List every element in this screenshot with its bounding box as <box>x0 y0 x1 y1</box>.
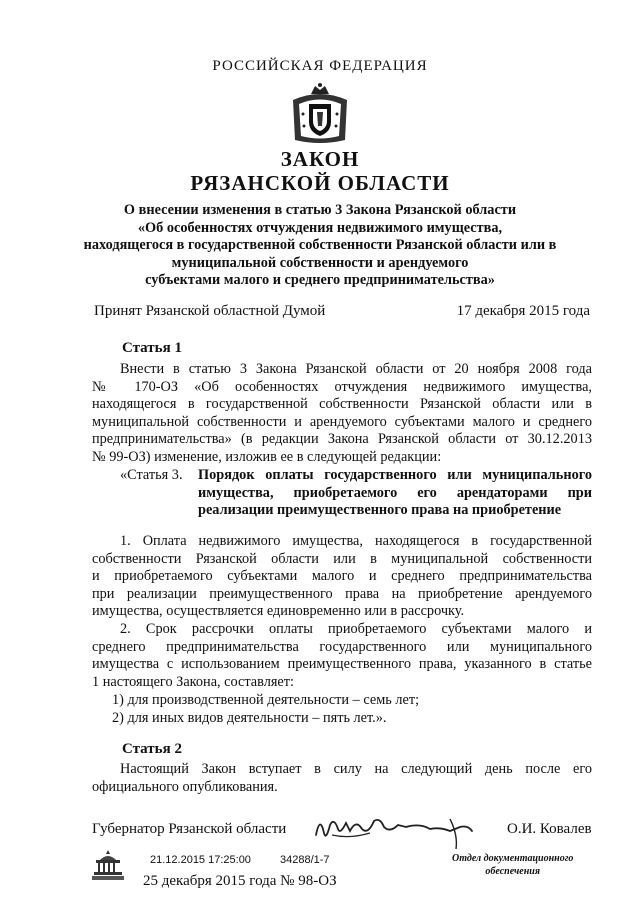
quote-title <box>198 467 592 520</box>
subject-line: субъектами малого и среднего предпринимательства» <box>145 272 495 289</box>
article-1-heading: Статья 1 <box>122 340 182 356</box>
subpoint: 2) для иных видов деятельности – пять лет.». <box>112 709 387 726</box>
text-line: 1 настоящего Закона, составляет: <box>92 673 294 690</box>
subpoints <box>92 692 592 727</box>
quote-title-line: имущества, приобретаемого его арендаторами при <box>198 484 592 501</box>
quote-title-line: реализации преимущественного права на приобретение <box>198 502 562 519</box>
text-line: собственности Рязанской области или в муниципальной собственности <box>92 550 592 567</box>
law-date-number: 25 декабря 2015 года № 98-ОЗ <box>143 873 337 889</box>
quote-prefix: «Статья 3. <box>120 467 183 483</box>
subject-line: муниципальной собственности и арендуемого <box>171 254 469 271</box>
point-2 <box>92 621 592 691</box>
law-region: РЯЗАНСКОЙ ОБЛАСТИ <box>190 171 450 195</box>
subject-line: «Об особенностях отчуждения недвижимого имущества, <box>137 219 503 236</box>
coat-of-arms-icon <box>285 82 355 146</box>
article-2-text <box>92 761 592 796</box>
handwritten-signature-icon <box>310 805 485 855</box>
adoption-date: 17 декабря 2015 года <box>456 303 590 319</box>
adoption-line <box>94 303 590 320</box>
registration-doc-number: 34288/1-7 <box>280 854 330 866</box>
text-line: муниципальной собственности и арендуемого субъектами малого и среднего <box>92 413 592 430</box>
point-1 <box>92 533 592 621</box>
text-line: находящегося в государственной собственности Рязанской области или в <box>92 396 592 413</box>
text-line: официального опубликования. <box>92 778 278 795</box>
text-line: 2. Срок рассрочки оплаты приобретаемого субъектами малого и <box>120 621 592 637</box>
text-line: имущества, осуществляется единовременно или в рассрочку. <box>92 603 465 620</box>
subject-line: О внесении изменения в статью 3 Закона Рязанской области <box>123 202 517 218</box>
text-line: Настоящий Закон вступает в силу на следующий день после его <box>120 761 592 777</box>
article-2-heading: Статья 2 <box>122 741 182 757</box>
text-line: № 99-ОЗ) изменение, изложив ее в следующей редакции: <box>92 448 442 465</box>
subject-line: находящегося в государственной собственности Рязанской области или в <box>83 237 557 254</box>
text-line: при реализации преимущественного права на приобретение арендуемого <box>92 585 592 602</box>
adopted-by: Принят Рязанской областной Думой <box>94 303 326 319</box>
text-line: имущества с использованием преимущественного права, указанного в статье <box>92 656 592 673</box>
signer-name: О.И. Ковалев <box>507 821 592 837</box>
subpoint: 1) для производственной деятельности – семь лет; <box>112 692 420 708</box>
text-line: среднего предпринимательства государственного или муниципального <box>92 638 592 655</box>
stamp-line: обеспечения <box>485 866 540 877</box>
registration-timestamp: 21.12.2015 17:25:00 <box>150 854 251 866</box>
law-title: ЗАКОН <box>280 147 360 171</box>
text-line: и приобретаемого субъектами малого и среднего предпринимательства <box>92 568 592 585</box>
department-stamp <box>452 852 573 878</box>
law-subject <box>75 202 565 290</box>
signer-position: Губернатор Рязанской области <box>92 821 287 837</box>
text-line: предпринимательства» (в редакции Закона Рязанской области от 30.12.2013 <box>92 431 592 448</box>
duma-building-icon <box>90 848 126 882</box>
article-1-intro <box>92 361 592 467</box>
text-line: Внести в статью 3 Закона Рязанской области от 20 ноября 2008 года <box>120 361 592 377</box>
quote-title-line: Порядок оплаты государственного или муниципального <box>198 467 592 483</box>
stamp-line: Отдел документационного <box>452 853 574 864</box>
text-line: 1. Оплата недвижимого имущества, находящегося в государственной <box>120 533 592 549</box>
text-line: № 170-ОЗ «Об особенностях отчуждения недвижимого имущества, <box>92 378 592 395</box>
country-name: РОССИЙСКАЯ ФЕДЕРАЦИЯ <box>212 58 428 74</box>
